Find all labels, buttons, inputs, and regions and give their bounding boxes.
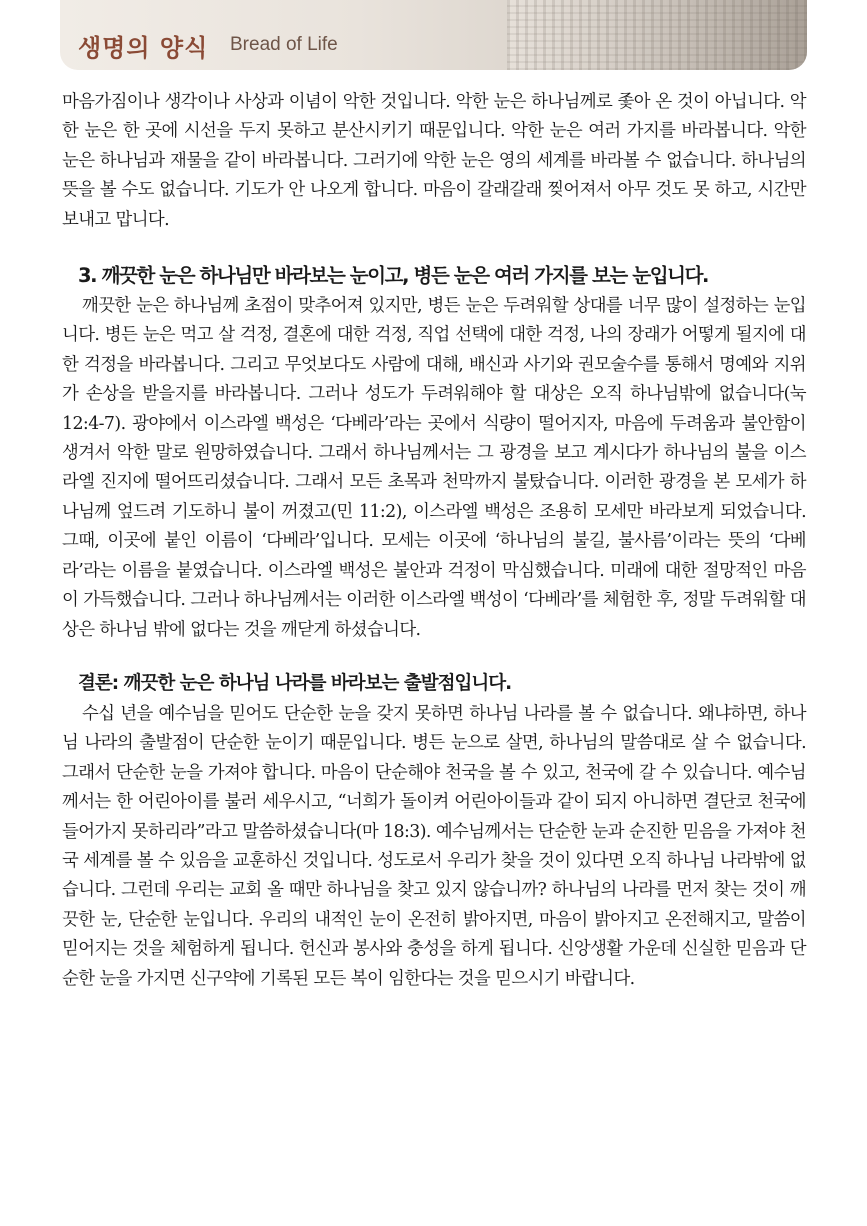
header-banner — [60, 0, 807, 70]
conclusion-paragraph: 수십 년을 예수님을 믿어도 단순한 눈을 갖지 못하면 하나님 나라를 볼 수 없습니다. 왜냐하면, 하나님 나라의 출발점이 단순한 눈이기 때문입니다. 병든 눈으로 살면, 하나님의 말씀대로 살 수 없습니다. 그래서 단순한 눈을 가져야 합니다. 마음이 단순해야 천국을 볼 수 있고, 천국에 갈 수 있습니다. 예수님께서는 한 어린아이를 불러 세우시고, “너희가 돌이켜 어린아이들과 같이 되지 아니하면 결단코 천국에 들어가지 못하리라”라고 말씀하셨습니다(마 18:3). 예수님께서는 단순한 눈과 순진한 믿음을 가져야 천국 세계를 볼 수 있음을 교훈하신 것입니다. 성도로서 우리가 찾을 것이 있다면 오직 하나님 나라밖에 없습니다. 그런데 우리는 교회 올 때만 하나님을 찾고 있지 않습니까? 하나님의 나라를 먼저 찾는 것이 깨끗한 눈, 단순한 눈입니다. 우리의 내적인 눈이 온전히 밝아지면, 마음이 밝아지고 온전해지고, 말씀이 믿어지는 것을 체험하게 됩니다. 헌신과 봉사와 충성을 하게 됩니다. 신앙생활 가운데 신실한 믿음과 단순한 눈을 가지면 신구약에 기록된 모든 복이 임한다는 것을 믿으시기 바랍니다. — [62, 703, 806, 989]
section-title-korean: 생명의 양식 — [78, 34, 209, 62]
article-body — [62, 88, 806, 994]
header-photo-background — [507, 0, 807, 70]
section-title-english: Bread of Life — [230, 34, 338, 55]
conclusion-label: 결론: — [78, 672, 119, 694]
point-3-paragraph: 깨끗한 눈은 하나님께 초점이 맞추어져 있지만, 병든 눈은 두려워할 상대를 너무 많이 설정하는 눈입니다. 병든 눈은 먹고 살 걱정, 결혼에 대한 걱정, 직업 선택에 대한 걱정, 나의 장래가 어떻게 될지에 대한 걱정을 바라봅니다. 그리고 무엇보다도 사람에 대해, 배신과 사기와 권모술수를 통해서 명예와 지위가 손상을 받을지를 바라봅니다. 그러나 성도가 두려워해야 할 대상은 오직 하나님밖에 없습니다(눅 12:4-7). 광야에서 이스라엘 백성은 ‘다베라’라는 곳에서 식량이 떨어지자, 마음에 두려움과 불안함이 생겨서 악한 말로 원망하였습니다. 그래서 하나님께서는 그 광경을 보고 계시다가 하나님의 불을 이스라엘 진지에 떨어뜨리셨습니다. 그래서 모든 초목과 천막까지 불탔습니다. 이러한 광경을 본 모세가 하나님께 엎드려 기도하니 불이 꺼졌고(민 11:2), 이스라엘 백성은 조용히 모세만 바라보게 되었습니다. 그때, 이곳에 붙인 이름이 ‘다베라’입니다. 모세는 이곳에 ‘하나님의 불길, 불사름’이라는 뜻의 ‘다베라’라는 이름을 붙였습니다. 이스라엘 백성은 불안과 걱정이 막심했습니다. 미래에 대한 절망적인 마음이 가득했습니다. 그러나 하나님께서는 이러한 이스라엘 백성이 ‘다베라’를 체험한 후, 정말 두려워할 대상은 하나님 밖에 없다는 것을 깨닫게 하셨습니다. — [62, 296, 806, 640]
point-3-heading: 3. 깨끗한 눈은 하나님만 바라보는 눈이고, 병든 눈은 여러 가지를 보는 눈입니다. — [78, 264, 709, 288]
conclusion-heading-text: 깨끗한 눈은 하나님 나라를 바라보는 출발점입니다. — [118, 672, 512, 694]
intro-paragraph: 마음가짐이나 생각이나 사상과 이념이 악한 것입니다. 악한 눈은 하나님께로 좇아 온 것이 아닙니다. 악한 눈은 한 곳에 시선을 두지 못하고 분산시키기 때문입니다. 악한 눈은 여러 가지를 바라봅니다. 악한 눈은 하나님과 재물을 같이 바라봅니다. 그러기에 악한 눈은 영의 세계를 바라볼 수 없습니다. 하나님의 뜻을 볼 수도 없습니다. 기도가 안 나오게 합니다. 마음이 갈래갈래 찢어져서 아무 것도 못 하고, 시간만 보내고 맙니다. — [62, 92, 806, 230]
conclusion-heading — [62, 667, 806, 700]
